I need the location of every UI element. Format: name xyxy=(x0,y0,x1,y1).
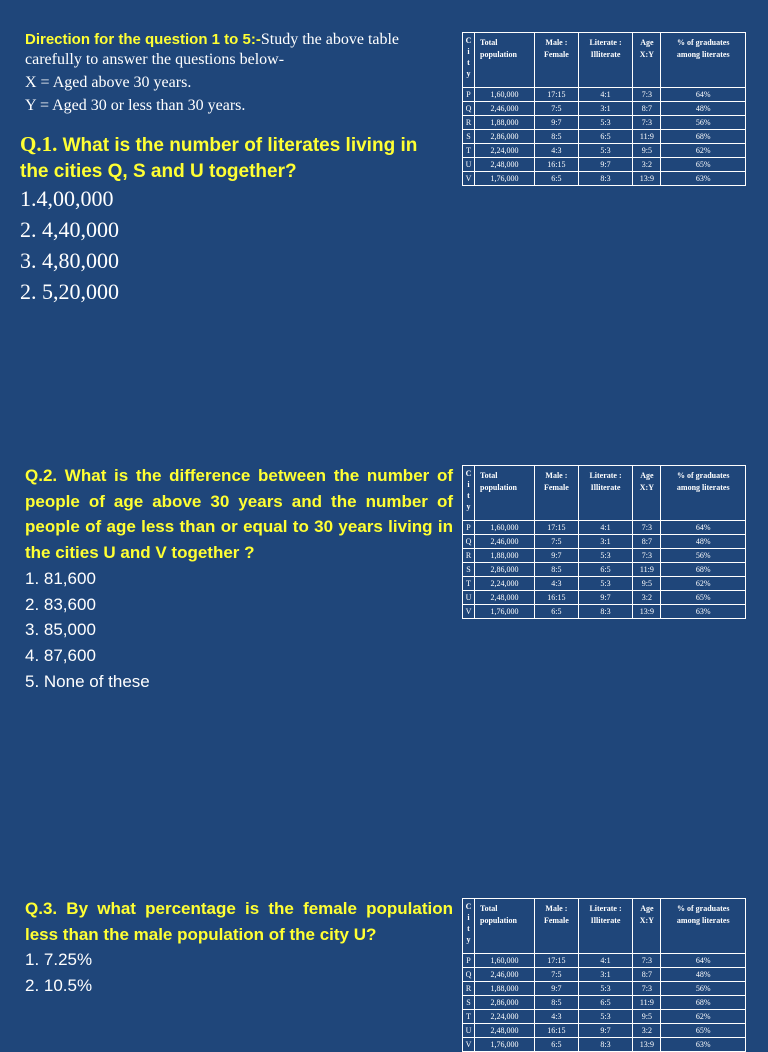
table-cell: 2,24,000 xyxy=(475,577,535,591)
table-cell: 7:5 xyxy=(535,535,579,549)
header-male-female: Male : Female xyxy=(535,33,579,88)
table-cell: 9:7 xyxy=(535,982,579,996)
table-cell: V xyxy=(463,172,475,186)
table-row xyxy=(463,563,746,577)
table-cell: S xyxy=(463,563,475,577)
table-cell: 9:7 xyxy=(578,591,633,605)
table-cell: 17:15 xyxy=(535,88,579,102)
table-cell: P xyxy=(463,521,475,535)
header-male-female: Male : Female xyxy=(535,466,579,521)
question-1-body: What is the number of literates living in the cities Q, S and U together? xyxy=(20,135,418,182)
table-cell: 5:3 xyxy=(578,577,633,591)
data-table-1 xyxy=(462,32,746,186)
table-cell: 2,48,000 xyxy=(475,1024,535,1038)
option-item: 1.4,00,000 xyxy=(20,186,114,211)
question-1-options xyxy=(20,183,119,307)
definition-y: Y = Aged 30 or less than 30 years. xyxy=(25,97,246,114)
table-cell: 2,48,000 xyxy=(475,158,535,172)
header-literate: Literate : Illiterate xyxy=(578,466,633,521)
header-male-female: Male : Female xyxy=(535,899,579,954)
header-graduates: % of graduates among literates xyxy=(661,33,746,88)
table-cell: 4:3 xyxy=(535,577,579,591)
table-cell: 6:5 xyxy=(535,605,579,619)
table-cell: 7:3 xyxy=(633,116,661,130)
table-cell: 3:1 xyxy=(578,535,633,549)
table-cell: 2,46,000 xyxy=(475,968,535,982)
table-cell: 8:7 xyxy=(633,102,661,116)
table-cell: 63% xyxy=(661,172,746,186)
table-cell: 17:15 xyxy=(535,521,579,535)
table-cell: 3:2 xyxy=(633,591,661,605)
header-age: Age X:Y xyxy=(633,33,661,88)
table-row xyxy=(463,549,746,563)
question-2-text: Q.2. What is the difference between the number of people of age above 30 years and the number of people of age less than or equal to 30 years living in the cities U and V together ? xyxy=(25,466,453,563)
table-cell: 48% xyxy=(661,968,746,982)
table-cell: 2,86,000 xyxy=(475,130,535,144)
table-cell: 1,76,000 xyxy=(475,605,535,619)
table-cell: 9:5 xyxy=(633,577,661,591)
table-cell: 62% xyxy=(661,144,746,158)
table-cell: 8:3 xyxy=(578,172,633,186)
table-cell: T xyxy=(463,144,475,158)
table-row xyxy=(463,130,746,144)
table-cell: V xyxy=(463,1038,475,1052)
table-body xyxy=(463,88,746,186)
table-row xyxy=(463,521,746,535)
table-row xyxy=(463,1024,746,1038)
table-cell: 1,88,000 xyxy=(475,982,535,996)
table-cell: 62% xyxy=(661,577,746,591)
header-age: Age X:Y xyxy=(633,899,661,954)
table-cell: 7:3 xyxy=(633,954,661,968)
table-cell: 1,60,000 xyxy=(475,88,535,102)
table-cell: 7:3 xyxy=(633,982,661,996)
header-city: C i t y xyxy=(463,899,475,954)
table-row xyxy=(463,577,746,591)
data-table-3 xyxy=(462,898,746,1052)
header-literate: Literate : Illiterate xyxy=(578,33,633,88)
table-cell: 9:5 xyxy=(633,144,661,158)
table-row xyxy=(463,172,746,186)
table-row xyxy=(463,605,746,619)
table-cell: 7:3 xyxy=(633,521,661,535)
table-cell: 11:9 xyxy=(633,996,661,1010)
table-cell: 1,76,000 xyxy=(475,1038,535,1052)
header-total: Total population xyxy=(475,33,535,88)
table-cell: 63% xyxy=(661,605,746,619)
table-cell: 1,76,000 xyxy=(475,172,535,186)
table-cell: 5:3 xyxy=(578,116,633,130)
table-cell: 1,88,000 xyxy=(475,549,535,563)
table-cell: 4:1 xyxy=(578,88,633,102)
table-cell: 3:2 xyxy=(633,158,661,172)
table-cell: 6:5 xyxy=(535,1038,579,1052)
table-cell: 1,60,000 xyxy=(475,954,535,968)
table-cell: R xyxy=(463,549,475,563)
option-item: 1. 81,600 xyxy=(25,568,96,588)
table-cell: 4:1 xyxy=(578,521,633,535)
table-cell: 64% xyxy=(661,88,746,102)
table-cell: 9:7 xyxy=(578,1024,633,1038)
table-cell: Q xyxy=(463,102,475,116)
definitions xyxy=(25,71,245,117)
option-item: 5. None of these xyxy=(25,671,150,691)
table-cell: 2,86,000 xyxy=(475,996,535,1010)
table-cell: 64% xyxy=(661,521,746,535)
table-cell: R xyxy=(463,982,475,996)
data-table-2 xyxy=(462,465,746,619)
table-cell: 62% xyxy=(661,1010,746,1024)
table-row xyxy=(463,158,746,172)
definition-x: X = Aged above 30 years. xyxy=(25,74,192,91)
header-total: Total population xyxy=(475,899,535,954)
table-cell: 64% xyxy=(661,954,746,968)
table-cell: 9:7 xyxy=(535,549,579,563)
table-cell: S xyxy=(463,130,475,144)
table-cell: 3:2 xyxy=(633,1024,661,1038)
table-cell: 65% xyxy=(661,1024,746,1038)
question-3-text: Q.3. By what percentage is the female population less than the male population of the city U? xyxy=(25,899,453,944)
table-cell: 11:9 xyxy=(633,563,661,577)
header-city: C i t y xyxy=(463,466,475,521)
header-city: C i t y xyxy=(463,33,475,88)
option-item: 1. 7.25% xyxy=(25,950,93,970)
table-cell: 11:9 xyxy=(633,130,661,144)
option-item: 2. 4,40,000 xyxy=(20,217,119,242)
table-cell: 8:7 xyxy=(633,968,661,982)
table-body xyxy=(463,954,746,1052)
header-graduates: % of graduates among literates xyxy=(661,466,746,521)
table-row xyxy=(463,535,746,549)
table-cell: 5:3 xyxy=(578,144,633,158)
table-body xyxy=(463,521,746,619)
table-row xyxy=(463,954,746,968)
table-cell: 4:1 xyxy=(578,954,633,968)
option-item: 4. 87,600 xyxy=(25,645,96,665)
question-1-number: Q.1. xyxy=(20,132,58,156)
table-cell: 2,24,000 xyxy=(475,144,535,158)
table-cell: S xyxy=(463,996,475,1010)
table-row xyxy=(463,1038,746,1052)
option-item: 2. 10.5% xyxy=(25,976,93,996)
table-cell: 56% xyxy=(661,116,746,130)
table-cell: 6:5 xyxy=(535,172,579,186)
table-cell: 8:5 xyxy=(535,996,579,1010)
table-cell: 3:1 xyxy=(578,102,633,116)
table-cell: 1,60,000 xyxy=(475,521,535,535)
table-cell: 2,48,000 xyxy=(475,591,535,605)
option-item: 3. 4,80,000 xyxy=(20,248,119,273)
table-cell: 8:3 xyxy=(578,605,633,619)
table-cell: U xyxy=(463,1024,475,1038)
table-cell: T xyxy=(463,1010,475,1024)
table-cell: 2,24,000 xyxy=(475,1010,535,1024)
table-cell: 6:5 xyxy=(578,130,633,144)
option-item: 3. 85,000 xyxy=(25,620,96,640)
table-cell: 56% xyxy=(661,549,746,563)
table-row xyxy=(463,116,746,130)
table-cell: 48% xyxy=(661,535,746,549)
header-total: Total population xyxy=(475,466,535,521)
table-header-row xyxy=(463,33,746,88)
direction-text: Study the above table carefully to answer the questions below- xyxy=(25,31,400,68)
table-row xyxy=(463,996,746,1010)
table-cell: 16:15 xyxy=(535,591,579,605)
table-cell: U xyxy=(463,158,475,172)
table-cell: P xyxy=(463,88,475,102)
table-cell: 68% xyxy=(661,563,746,577)
table-row xyxy=(463,968,746,982)
option-item: 2. 83,600 xyxy=(25,594,96,614)
table-cell: 56% xyxy=(661,982,746,996)
table-cell: 7:3 xyxy=(633,549,661,563)
header-age: Age X:Y xyxy=(633,466,661,521)
direction-paragraph xyxy=(25,30,445,70)
table-cell: 16:15 xyxy=(535,1024,579,1038)
table-cell: 65% xyxy=(661,158,746,172)
table-cell: 5:3 xyxy=(578,549,633,563)
table-cell: 7:5 xyxy=(535,102,579,116)
table-row xyxy=(463,144,746,158)
table-cell: V xyxy=(463,605,475,619)
table-cell: 2,46,000 xyxy=(475,535,535,549)
header-literate: Literate : Illiterate xyxy=(578,899,633,954)
table-cell: U xyxy=(463,591,475,605)
table-cell: 8:5 xyxy=(535,130,579,144)
table-cell: P xyxy=(463,954,475,968)
direction-label: Direction for the question 1 to 5:- xyxy=(25,31,261,48)
table-row xyxy=(463,88,746,102)
table-cell: 6:5 xyxy=(578,563,633,577)
table-cell: 16:15 xyxy=(535,158,579,172)
option-item: 2. 5,20,000 xyxy=(20,279,119,304)
table-cell: 13:9 xyxy=(633,172,661,186)
question-1-text xyxy=(20,131,450,185)
table-row xyxy=(463,102,746,116)
table-cell: 7:3 xyxy=(633,88,661,102)
table-header-row xyxy=(463,466,746,521)
table-cell: 2,46,000 xyxy=(475,102,535,116)
table-cell: 2,86,000 xyxy=(475,563,535,577)
table-cell: 9:7 xyxy=(578,158,633,172)
table-cell: 5:3 xyxy=(578,1010,633,1024)
table-cell: 1,88,000 xyxy=(475,116,535,130)
table-cell: 4:3 xyxy=(535,1010,579,1024)
table-cell: 7:5 xyxy=(535,968,579,982)
header-graduates: % of graduates among literates xyxy=(661,899,746,954)
table-cell: 4:3 xyxy=(535,144,579,158)
table-cell: 8:3 xyxy=(578,1038,633,1052)
table-row xyxy=(463,1010,746,1024)
table-cell: 65% xyxy=(661,591,746,605)
table-cell: 8:7 xyxy=(633,535,661,549)
table-cell: 68% xyxy=(661,130,746,144)
table-cell: 6:5 xyxy=(578,996,633,1010)
table-cell: Q xyxy=(463,968,475,982)
table-cell: R xyxy=(463,116,475,130)
table-cell: 68% xyxy=(661,996,746,1010)
table-cell: 13:9 xyxy=(633,605,661,619)
table-cell: 48% xyxy=(661,102,746,116)
table-cell: 63% xyxy=(661,1038,746,1052)
table-cell: 3:1 xyxy=(578,968,633,982)
table-header-row xyxy=(463,899,746,954)
table-cell: 9:7 xyxy=(535,116,579,130)
table-cell: Q xyxy=(463,535,475,549)
table-cell: 17:15 xyxy=(535,954,579,968)
question-2-section xyxy=(25,463,453,694)
table-cell: T xyxy=(463,577,475,591)
question-3-section xyxy=(25,896,453,999)
table-cell: 9:5 xyxy=(633,1010,661,1024)
table-row xyxy=(463,982,746,996)
table-cell: 13:9 xyxy=(633,1038,661,1052)
table-row xyxy=(463,591,746,605)
table-cell: 8:5 xyxy=(535,563,579,577)
table-cell: 5:3 xyxy=(578,982,633,996)
